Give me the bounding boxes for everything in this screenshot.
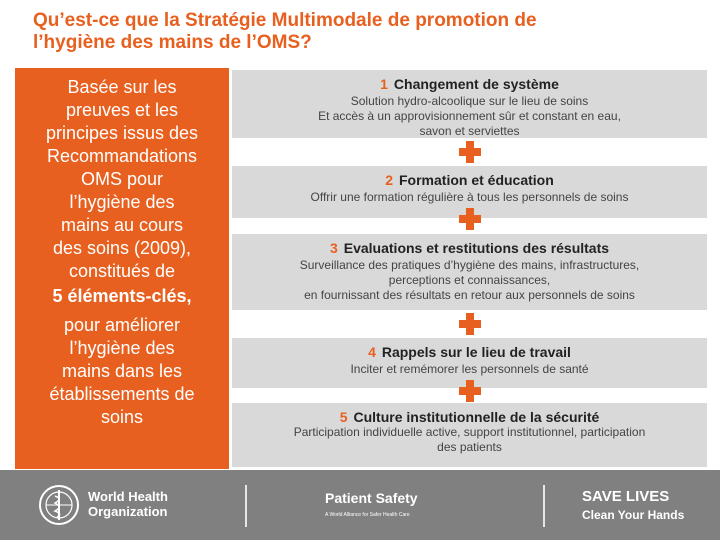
element-title-3 [232,240,707,256]
summary-line: pour améliorer [63,315,181,335]
who-line-1: World Health [88,489,168,504]
footer-bar [0,470,720,540]
desc-line: Surveillance des pratiques d’hygiène des mains, infrastructures, [299,258,640,272]
desc-line: Inciter et remémorer les personnels de santé [350,362,589,376]
element-desc-4 [242,362,697,377]
page-title [33,10,693,54]
element-title-4 [232,344,707,360]
summary-line: Basée sur les [67,77,177,97]
desc-line: Et accès à un approvisionnement sûr et constant en eau, [318,109,621,123]
desc-line: des patients [437,440,502,454]
summary-line: soins [100,407,144,427]
summary-line: l’hygiène des [69,338,175,358]
element-title-text: Evaluations et restitutions des résultats [343,240,610,256]
summary-line: constitués de [68,261,176,281]
element-title-text: Changement de système [393,76,559,92]
patient-safety-title: Patient Safety [325,490,418,506]
desc-line: Solution hydro-alcoolique sur le lieu de soins [350,94,589,108]
save-lives-title: SAVE LIVES [582,488,670,505]
who-line-2: Organization [88,504,168,519]
plus-icon [459,313,481,335]
element-number: 5 [339,409,348,425]
summary-line: établissements de [49,384,195,404]
summary-line: mains au cours [60,215,184,235]
footer-divider [245,485,247,527]
summary-line: principes issus des [45,123,199,143]
element-title-5 [232,409,707,425]
title-line-2: l’hygiène des mains de l’OMS? [33,32,312,53]
element-title-1 [232,76,707,92]
element-number: 1 [380,76,388,92]
who-emblem-icon [38,484,80,526]
summary-line: Recommandations [46,146,198,166]
patient-safety-subtitle: A World Alliance for Safer Health Care [325,512,410,518]
summary-highlight: 5 éléments-clés, [52,286,192,306]
element-title-text: Culture institutionnelle de la sécurité [353,409,600,425]
who-logo-text [88,489,168,519]
element-number: 4 [368,344,376,360]
element-desc-2 [242,190,697,205]
desc-line: Offrir une formation régulière à tous les personnels de soins [310,190,629,204]
desc-line: en fournissant des résultats en retour aux personnels de soins [304,288,635,302]
element-desc-5 [242,425,697,455]
element-number: 3 [329,240,338,256]
summary-line: mains dans les [61,361,183,381]
element-title-2 [232,172,707,188]
title-line-1: Qu’est-ce que la Stratégie Multimodale de promotion de [33,10,537,31]
element-title-text: Rappels sur le lieu de travail [381,344,571,360]
plus-icon [459,141,481,163]
element-desc-3 [242,258,697,303]
desc-line: Participation individuelle active, support institutionnel, participation [293,425,646,439]
element-box-3 [232,234,707,310]
summary-line: preuves et les [65,100,179,120]
desc-line: perceptions et connaissances, [388,273,551,287]
element-title-text: Formation et éducation [399,172,554,188]
summary-line: OMS pour [80,169,164,189]
element-box-5 [232,403,707,467]
left-summary-text [15,76,229,429]
element-number: 2 [385,172,393,188]
left-summary-panel [15,68,229,469]
plus-icon [459,380,481,402]
footer-divider [543,485,545,527]
element-desc-1 [242,94,697,139]
element-box-1 [232,70,707,138]
plus-icon [459,208,481,230]
summary-line: des soins (2009), [52,238,192,258]
summary-line: l’hygiène des [69,192,175,212]
desc-line: savon et serviettes [419,124,520,138]
clean-hands-subtitle: Clean Your Hands [582,508,685,522]
